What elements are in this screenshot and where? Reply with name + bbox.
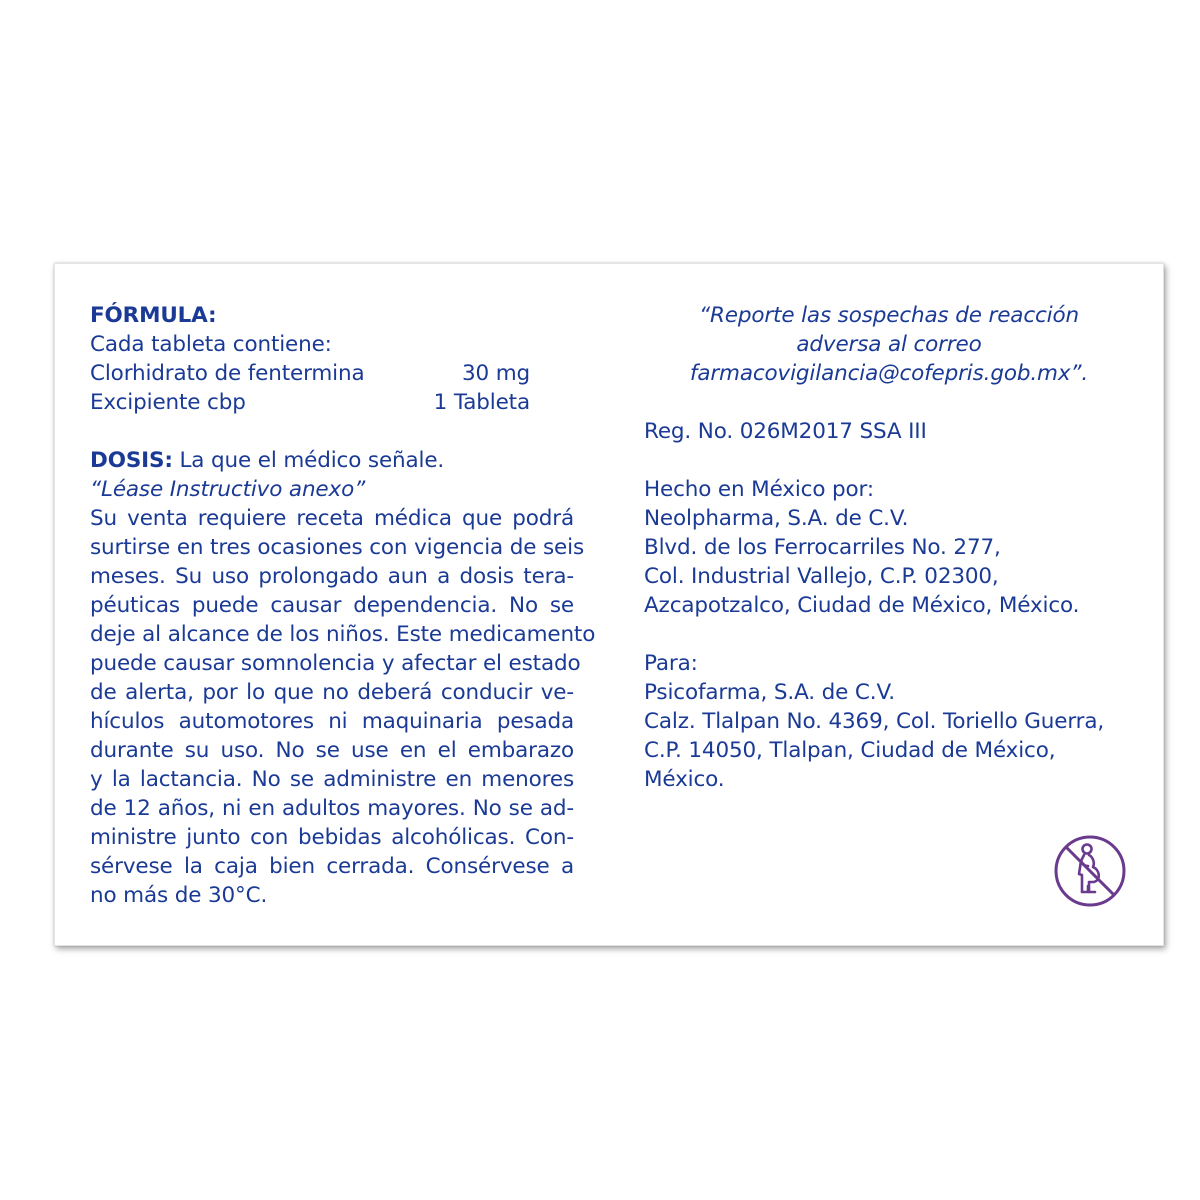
manufacturer-line: Azcapotzalco, Ciudad de México, México.	[644, 593, 1080, 618]
warning-line: ministre junto con bebidas alcohólicas. Con-	[90, 825, 574, 850]
distributor-line: Para:	[644, 651, 698, 676]
warning-line: meses. Su uso prolongado aun a dosis tera-	[90, 564, 574, 589]
warning-line: Su venta requiere receta médica que podrá	[90, 506, 574, 531]
manufacturer-line: Col. Industrial Vallejo, C.P. 02300,	[644, 564, 999, 589]
registration-number: Reg. No. 026M2017 SSA III	[644, 419, 927, 444]
distributor-line: C.P. 14050, Tlalpan, Ciudad de México,	[644, 738, 1056, 763]
warning-line: hículos automotores ni maquinaria pesada	[90, 709, 574, 734]
instructivo-note: “Léase Instructivo anexo”	[90, 477, 366, 502]
manufacturer-block	[644, 475, 1134, 620]
ingredient-name: Excipiente cbp	[90, 390, 246, 415]
manufacturer-line: Neolpharma, S.A. de C.V.	[644, 506, 909, 531]
ingredient-name: Clorhidrato de fentermina	[90, 361, 365, 386]
medicine-box-label	[54, 263, 1164, 946]
manufacturer-line: Blvd. de los Ferrocarriles No. 277,	[644, 535, 1001, 560]
manufacturer-line: Hecho en México por:	[644, 477, 874, 502]
report-line: “Reporte las sospechas de reacción	[699, 303, 1079, 328]
warning-line: sérvese la caja bien cerrada. Consérvese a	[90, 854, 574, 879]
ingredient-qty: 30 mg	[461, 361, 530, 386]
warning-line: deje al alcance de los niños. Este medicamento	[90, 622, 596, 647]
warning-line: de 12 años, ni en adultos mayores. No se ad-	[90, 796, 574, 821]
dosis-heading: DOSIS:	[90, 448, 173, 473]
left-column	[90, 301, 596, 910]
ingredient-row	[90, 359, 530, 388]
distributor-line: México.	[644, 767, 725, 792]
distributor-block	[644, 649, 1134, 794]
warning-line: de alerta, por lo que no deberá conducir ve-	[90, 680, 574, 705]
warning-line: y la lactancia. No se administre en menores	[90, 767, 574, 792]
no-pregnancy-icon	[1053, 834, 1127, 908]
report-email: farmacovigilancia@cofepris.gob.mx”.	[689, 361, 1089, 386]
warning-line: puede causar somnolencia y afectar el estado	[90, 651, 581, 676]
dosis-line	[90, 446, 574, 475]
distributor-line: Calz. Tlalpan No. 4369, Col. Toriello Guerra,	[644, 709, 1105, 734]
warning-line: no más de 30°C.	[90, 883, 268, 908]
report-notice	[644, 301, 1134, 388]
warning-line: péuticas puede causar dependencia. No se	[90, 593, 574, 618]
ingredient-qty: 1 Tableta	[433, 390, 530, 415]
warning-line: surtirse en tres ocasiones con vigencia de seis	[90, 535, 584, 560]
dosis-text: La que el médico señale.	[172, 448, 445, 473]
ingredient-row	[90, 388, 530, 417]
right-column	[644, 301, 1134, 794]
distributor-line: Psicofarma, S.A. de C.V.	[644, 680, 895, 705]
formula-heading: FÓRMULA:	[90, 303, 217, 328]
formula-intro: Cada tableta contiene:	[90, 332, 332, 357]
warning-paragraph	[90, 504, 596, 910]
warning-line: durante su uso. No se use en el embarazo	[90, 738, 574, 763]
report-line: adversa al correo	[796, 332, 982, 357]
